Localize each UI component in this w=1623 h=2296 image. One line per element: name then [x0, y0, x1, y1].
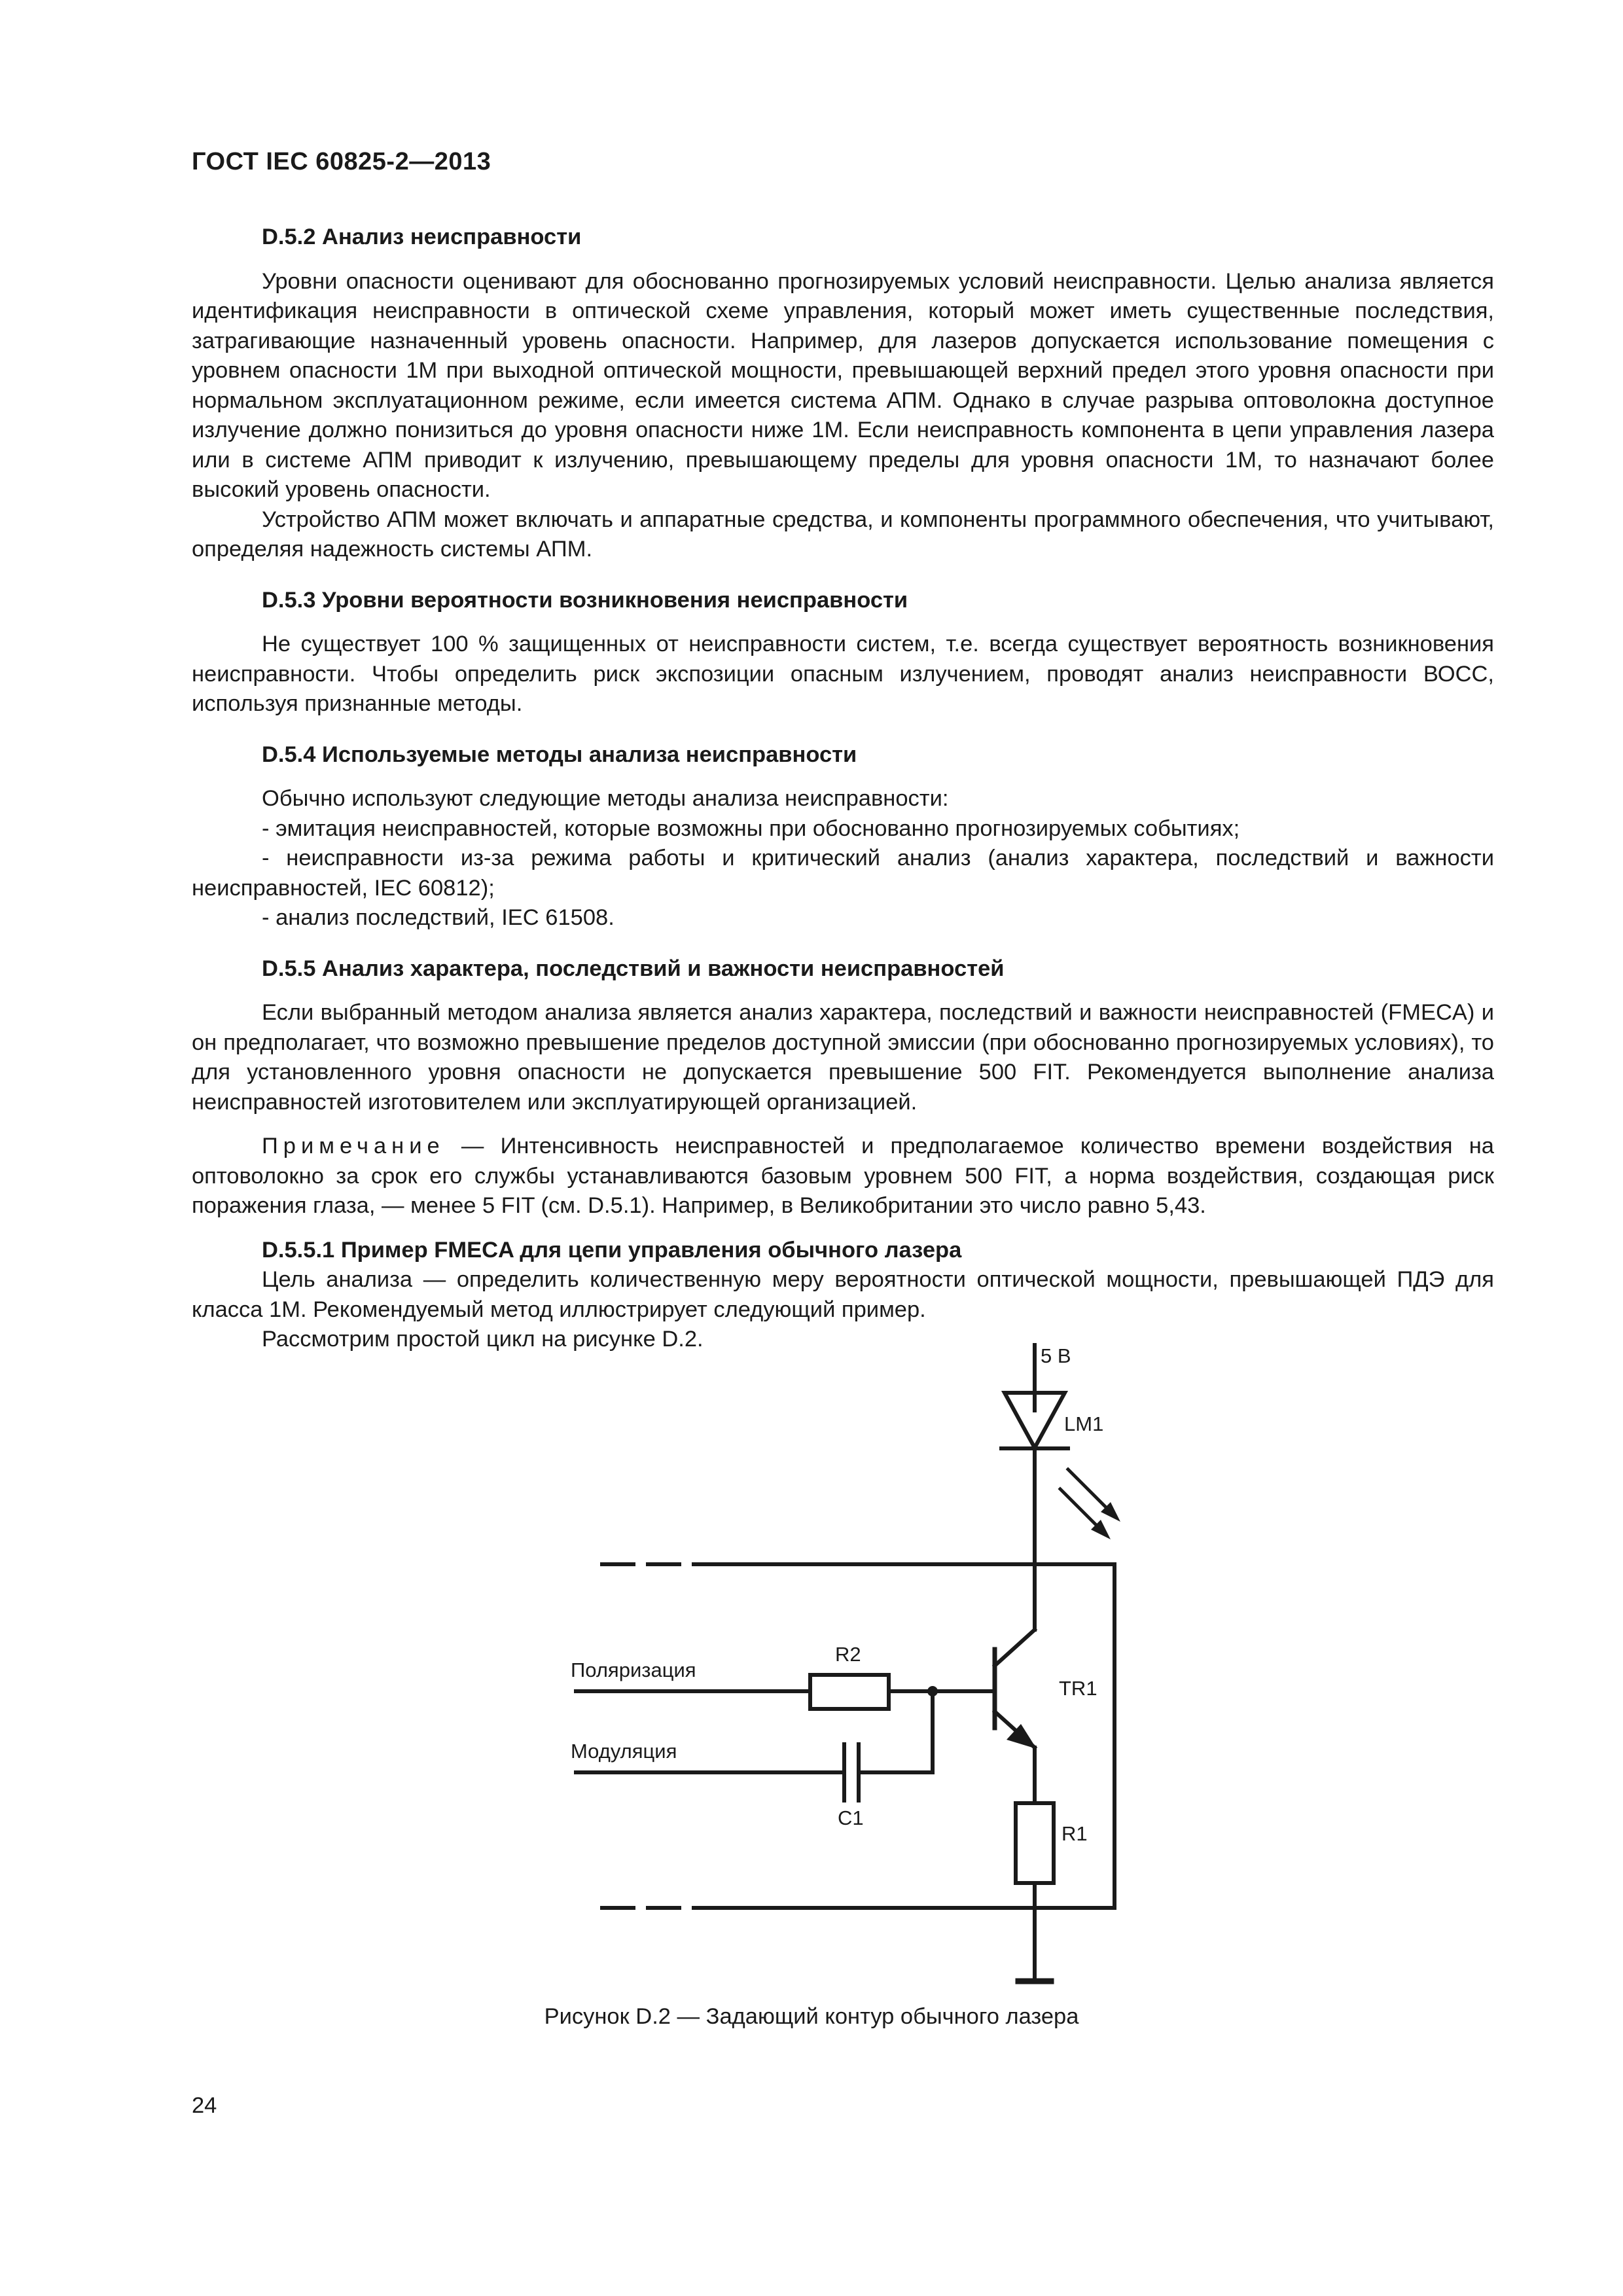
paragraph: Если выбранный методом анализа является анализ характера, последствий и важности неисправностей (FMECA) и он предполагает, что возможно превышение пределов доступной эмиссии (при обоснованно прогнозируемых условиях), то для установленного уровня опасности не допускается превышение 500 FIT. Рекомендуется выполнение анализа неисправностей изготовителем или эксплуатирующей организацией. — [192, 1000, 1494, 1115]
label-5v: 5 В — [1041, 1344, 1071, 1367]
list-item: - анализ последствий, IEC 61508. — [262, 905, 615, 930]
paragraph: Не существует 100 % защищенных от неисправности систем, т.е. всегда существует вероятность возникновения неисправности. Чтобы определить риск экспозиции опасным излучением, проводят анализ неисправности ВОСС, используя признанные методы. — [192, 632, 1494, 716]
junction-node — [927, 1686, 938, 1696]
paragraph: Цель анализа — определить количественную меру вероятности оптической мощности, превышающей ПДЭ для класса 1М. Рекомендуемый метод иллюстрирует следующий пример. — [192, 1267, 1494, 1322]
label-r2: R2 — [835, 1643, 861, 1666]
section-heading-d553: D.5.3 Уровни вероятности возникновения неисправности — [262, 587, 908, 613]
laser-diode-symbol — [1005, 1393, 1065, 1448]
transistor-emitter-arrowhead — [1007, 1724, 1037, 1749]
document-header: ГОСТ IEC 60825-2—2013 — [192, 148, 491, 175]
label-modulation: Модуляция — [571, 1740, 677, 1763]
resistor-r1 — [1016, 1803, 1054, 1883]
label-bias: Поляризация — [571, 1659, 696, 1681]
section-heading-d552: D.5.2 Анализ неисправности — [262, 224, 582, 249]
list-item: - неисправности из-за режима работы и критический анализ (анализ характера, последствий и важности неисправностей, IEC 60812); — [192, 846, 1494, 901]
resistor-r2 — [810, 1675, 889, 1709]
paragraph: Обычно используют следующие методы анализа неисправности: — [262, 786, 949, 811]
section-heading-d555: D.5.5 Анализ характера, последствий и важности неисправностей — [262, 956, 1005, 981]
emission-arrowhead — [1101, 1502, 1120, 1522]
note-label: Примечание — [262, 1134, 445, 1158]
emission-arrowhead — [1091, 1520, 1111, 1539]
label-tr1: TR1 — [1059, 1677, 1097, 1700]
emission-arrow — [1060, 1489, 1103, 1532]
page-number: 24 — [192, 2093, 217, 2118]
section-heading-d5551: D.5.5.1 Пример FMECA для цепи управления обычного лазера — [262, 1237, 962, 1263]
label-lm1: LM1 — [1064, 1412, 1104, 1435]
note-paragraph — [192, 1132, 1494, 1221]
figure-caption: Рисунок D.2 — Задающий контур обычного лазера — [544, 2004, 1079, 2029]
label-r1: R1 — [1061, 1822, 1088, 1845]
transistor-collector — [995, 1630, 1035, 1666]
paragraph: Устройство АПМ может включать и аппаратные средства, и компоненты программного обеспечения, что учитывают, определяя надежность системы АПМ. — [192, 507, 1494, 562]
emission-arrow — [1068, 1469, 1113, 1514]
transistor-emitter — [995, 1712, 1035, 1748]
paragraph: Уровни опасности оценивают для обоснованно прогнозируемых условий неисправности. Целью анализа является идентификация неисправности в оптической схеме управления, который может иметь существенные последствия, затрагивающие назначенный уровень опасности. Например, для лазеров допускается использование помещения с уровнем опасности 1М при выходной оптической мощности, превышающей верхний предел этого уровня опасности при нормальном эксплуатационном режиме, если имеется система АПМ. Однако в случае разрыва оптоволокна доступное излучение должно понизиться до уровня опасности ниже 1М. Если неисправность компонента в цепи управления лазера или в системе АПМ приводит к излучению, превышающему пределы для уровня опасности 1М, то назначают более высокий уровень опасности. — [192, 268, 1494, 502]
note-text: — Интенсивность неисправностей и предполагаемое количество времени воздействия на оптоволокно за срок его службы устанавливаются базовым уровнем 500 FIT, а норма воздействия, создающая риск поражения глаза, — менее 5 FIT (см. D.5.1). Например, в Великобритании это число равно 5,43. — [192, 1134, 1494, 1218]
label-c1: C1 — [838, 1806, 864, 1829]
section-heading-d554: D.5.4 Используемые методы анализа неисправности — [262, 742, 857, 767]
list-item: - эмитация неисправностей, которые возможны при обоснованно прогнозируемых событиях; — [262, 816, 1240, 841]
paragraph: Рассмотрим простой цикл на рисунке D.2. — [262, 1327, 704, 1352]
document-body — [192, 223, 1494, 1355]
